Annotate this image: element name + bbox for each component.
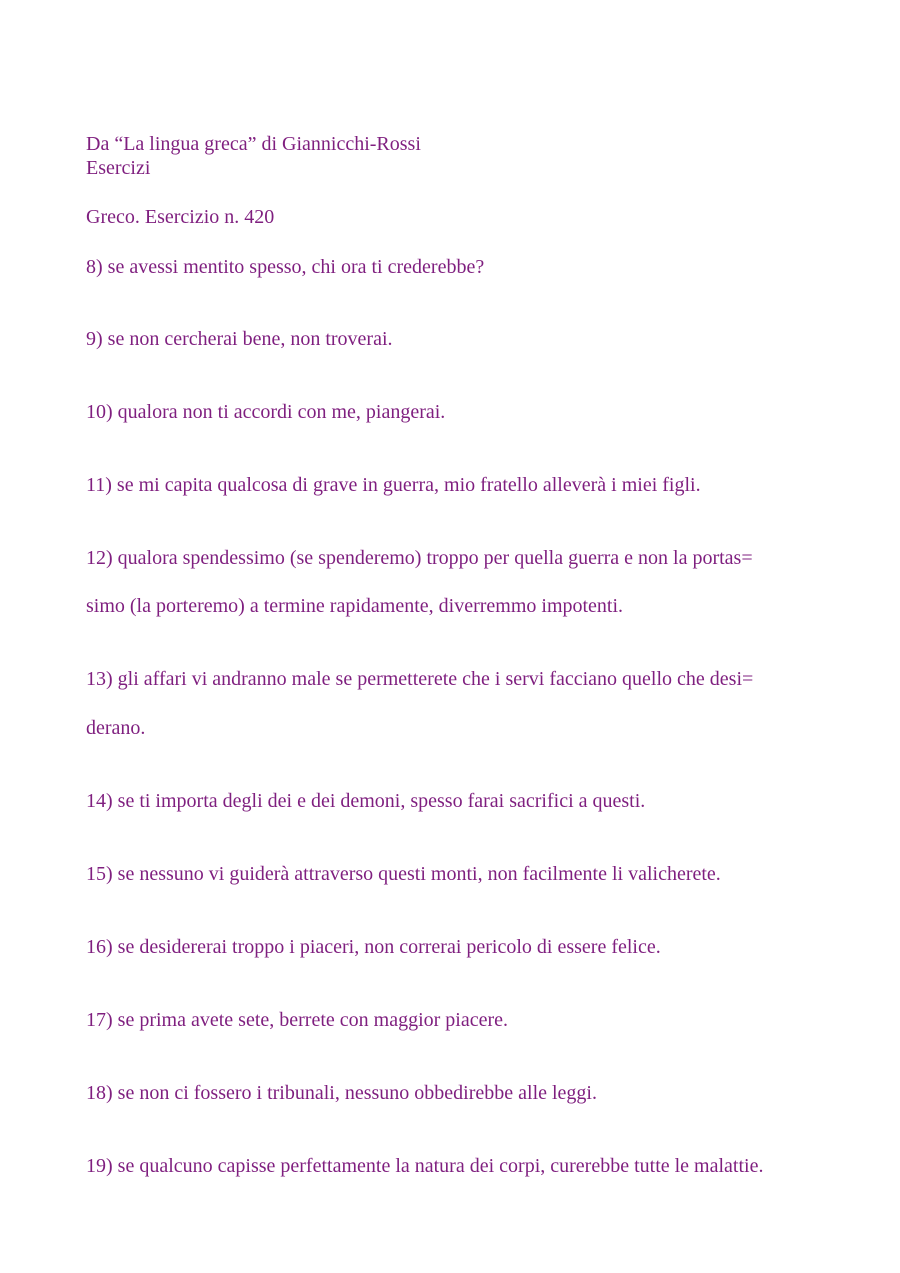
section-heading: Esercizi bbox=[86, 157, 151, 179]
exercise-item: 12) qualora spendessimo (se spenderemo) troppo per quella guerra e non la portas= bbox=[86, 547, 753, 569]
exercise-item: 8) se avessi mentito spesso, chi ora ti crederebbe? bbox=[86, 256, 485, 278]
exercise-title: Greco. Esercizio n. 420 bbox=[86, 206, 275, 228]
exercise-item: 19) se qualcuno capisse perfettamente la natura dei corpi, curerebbe tutte le malattie. bbox=[86, 1155, 764, 1177]
exercise-item: 9) se non cercherai bene, non troverai. bbox=[86, 328, 393, 350]
source-line: Da “La lingua greca” di Giannicchi-Rossi bbox=[86, 133, 421, 155]
exercise-item: 10) qualora non ti accordi con me, piangerai. bbox=[86, 401, 446, 423]
exercise-item: 18) se non ci fossero i tribunali, nessuno obbedirebbe alle leggi. bbox=[86, 1082, 597, 1104]
exercise-item: 11) se mi capita qualcosa di grave in guerra, mio fratello alleverà i miei figli. bbox=[86, 474, 701, 496]
exercise-item-continuation: simo (la porteremo) a termine rapidamente, diverremmo impotenti. bbox=[86, 595, 624, 617]
exercise-item-continuation: derano. bbox=[86, 717, 146, 739]
exercise-item: 16) se desidererai troppo i piaceri, non correrai pericolo di essere felice. bbox=[86, 936, 661, 958]
exercise-item: 14) se ti importa degli dei e dei demoni, spesso farai sacrifici a questi. bbox=[86, 790, 646, 812]
exercise-item: 13) gli affari vi andranno male se permetterete che i servi facciano quello che desi= bbox=[86, 668, 754, 690]
exercise-item: 17) se prima avete sete, berrete con maggior piacere. bbox=[86, 1009, 509, 1031]
exercise-item: 15) se nessuno vi guiderà attraverso questi monti, non facilmente li valicherete. bbox=[86, 863, 721, 885]
